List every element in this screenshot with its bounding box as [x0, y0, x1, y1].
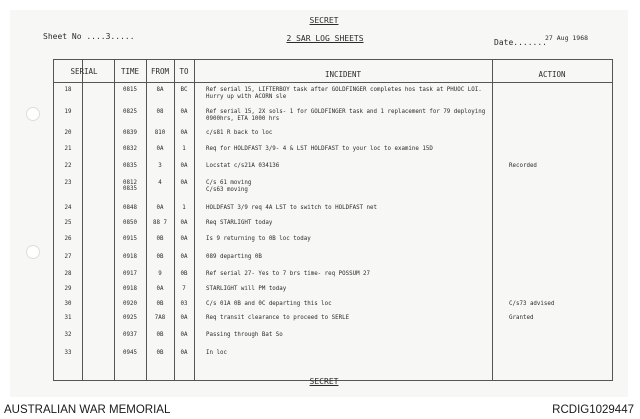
- cell-from: 08: [156, 109, 164, 115]
- cell-incident: C/s 01A 0B and 0C departing this loc: [206, 301, 332, 307]
- cell-from: 0A: [156, 286, 164, 292]
- cell-to: 0A: [180, 109, 188, 115]
- cell-to: 7: [182, 286, 186, 292]
- cell-to: 0A: [180, 220, 188, 226]
- table-row: [54, 315, 612, 329]
- cell-to: 0A: [180, 236, 188, 242]
- date-value: 27 Aug 1968: [545, 34, 589, 42]
- cell-from: 88 7: [153, 220, 167, 226]
- cell-serial: 18: [64, 87, 72, 93]
- cell-serial: 21: [64, 146, 72, 152]
- cell-serial: 29: [64, 286, 72, 292]
- cell-to: BC: [180, 87, 188, 93]
- cell-time: 0832: [123, 146, 137, 152]
- cell-time: 0917: [123, 271, 137, 277]
- cell-incident: Ref serial 15, 2X sols- 1 for GOLDFINGER task and 1 replacement for 79 deploying 0900hrs, ETA 1000 hrs: [206, 109, 486, 122]
- table-row: [54, 130, 612, 144]
- col-from: FROM: [150, 67, 170, 76]
- cell-to: 0A: [180, 180, 188, 186]
- cell-from: 9: [158, 271, 162, 277]
- cell-from: 4: [158, 180, 162, 186]
- table-row: [54, 301, 612, 315]
- cell-serial: 30: [64, 301, 72, 307]
- cell-time: 0915: [123, 236, 137, 242]
- cell-time: 0918: [123, 286, 137, 292]
- cell-to: 03: [180, 301, 188, 307]
- cell-incident: Passing through Bat So: [206, 332, 283, 338]
- cell-to: 0A: [180, 350, 188, 356]
- cell-incident: Locstat c/s21A 034136: [206, 163, 280, 169]
- cell-incident: In loc: [206, 350, 227, 356]
- classification-bottom: SECRET: [309, 377, 339, 386]
- cell-incident: HOLDFAST 3/9 req 4A LST to switch to HOLDFAST net: [206, 205, 378, 211]
- table-row: [54, 271, 612, 285]
- cell-serial: 22: [64, 163, 72, 169]
- cell-time: 0925: [123, 315, 137, 321]
- cell-from: 3: [158, 163, 162, 169]
- cell-serial: 19: [64, 109, 72, 115]
- cell-from: 8A: [156, 87, 164, 93]
- cell-action: Recorded: [509, 163, 537, 169]
- cell-from: 7A8: [154, 315, 166, 321]
- log-table: [53, 59, 613, 381]
- footer-right: RCDIG1029447: [552, 404, 634, 416]
- cell-incident: 089 departing 0B: [206, 254, 262, 260]
- cell-time: 0825: [123, 109, 137, 115]
- cell-time: 0812 0835: [123, 180, 137, 192]
- cell-incident: Req for HOLDFAST 3/9- 4 & LST HOLDFAST to your loc to examine 15D: [206, 146, 433, 152]
- cell-incident: Req transit clearance to proceed to SERLE: [206, 315, 350, 321]
- cell-time: 0848: [123, 205, 137, 211]
- cell-serial: 20: [64, 130, 72, 136]
- table-row: [54, 163, 612, 177]
- table-row: [54, 109, 612, 123]
- cell-from: 0A: [156, 205, 164, 211]
- col-to: TO: [179, 67, 189, 76]
- cell-incident: STARLIGHT will PM today: [206, 286, 287, 292]
- punch-hole: [26, 245, 40, 259]
- date-label: Date.......: [494, 38, 547, 47]
- cell-serial: 26: [64, 236, 72, 242]
- cell-action: Granted: [509, 315, 534, 321]
- cell-time: 0815: [123, 87, 137, 93]
- col-action: ACTION: [538, 70, 566, 79]
- cell-time: 0918: [123, 254, 137, 260]
- cell-from: 810: [154, 130, 166, 136]
- cell-action: C/s73 advised: [509, 301, 555, 307]
- cell-time: 0850: [123, 220, 137, 226]
- col-time: TIME: [120, 67, 140, 76]
- table-row: [54, 220, 612, 234]
- log-sheet: [10, 10, 628, 397]
- cell-to: 1: [182, 146, 186, 152]
- cell-to: 0B: [180, 271, 188, 277]
- table-row: [54, 180, 612, 194]
- cell-to: 0A: [180, 130, 188, 136]
- cell-incident: Ref serial 15, LIFTERBOY task after GOLDFINGER completes hos task at PHUOC LOI. Hurry up with ACORN sle: [206, 87, 482, 100]
- cell-serial: 24: [64, 205, 72, 211]
- cell-from: 0B: [156, 332, 164, 338]
- cell-to: 0A: [180, 315, 188, 321]
- cell-time: 0945: [123, 350, 137, 356]
- cell-serial: 28: [64, 271, 72, 277]
- table-row: [54, 286, 612, 300]
- table-row: [54, 350, 612, 364]
- cell-to: 1: [182, 205, 186, 211]
- col-serial: SERIAL: [70, 67, 98, 76]
- cell-time: 0920: [123, 301, 137, 307]
- table-row: [54, 87, 612, 101]
- table-row: [54, 205, 612, 219]
- table-row: [54, 146, 612, 160]
- cell-serial: 32: [64, 332, 72, 338]
- cell-incident: Req STARLIGHT today: [206, 220, 273, 226]
- cell-serial: 33: [64, 350, 72, 356]
- cell-serial: 25: [64, 220, 72, 226]
- cell-time: 0937: [123, 332, 137, 338]
- table-row: [54, 332, 612, 346]
- cell-from: 0B: [156, 236, 164, 242]
- classification-top: SECRET: [309, 16, 339, 25]
- cell-serial: 31: [64, 315, 72, 321]
- cell-to: 0A: [180, 332, 188, 338]
- cell-from: 0B: [156, 254, 164, 260]
- cell-serial: 23: [64, 180, 72, 186]
- punch-hole: [26, 107, 40, 121]
- cell-from: 0B: [156, 350, 164, 356]
- cell-from: 0A: [156, 146, 164, 152]
- cell-from: 0B: [156, 301, 164, 307]
- cell-incident: Ref serial 27- Yes to 7 brs time- req POSSUM 27: [206, 271, 371, 277]
- cell-time: 0839: [123, 130, 137, 136]
- cell-incident: Is 9 returning to 0B loc today: [206, 236, 311, 242]
- sheet-title: 2 SAR LOG SHEETS: [286, 34, 364, 43]
- cell-incident: C/s 61 moving C/s63 moving: [206, 180, 252, 193]
- cell-to: 0A: [180, 254, 188, 260]
- cell-incident: c/s81 R back to loc: [206, 130, 273, 136]
- table-row: [54, 236, 612, 250]
- table-row: [54, 254, 612, 268]
- col-incident: INCIDENT: [324, 70, 362, 79]
- cell-serial: 27: [64, 254, 72, 260]
- sheet-number: Sheet No ....3.....: [43, 32, 135, 41]
- cell-time: 0835: [123, 163, 137, 169]
- footer-left: AUSTRALIAN WAR MEMORIAL: [4, 404, 171, 416]
- cell-to: 0A: [180, 163, 188, 169]
